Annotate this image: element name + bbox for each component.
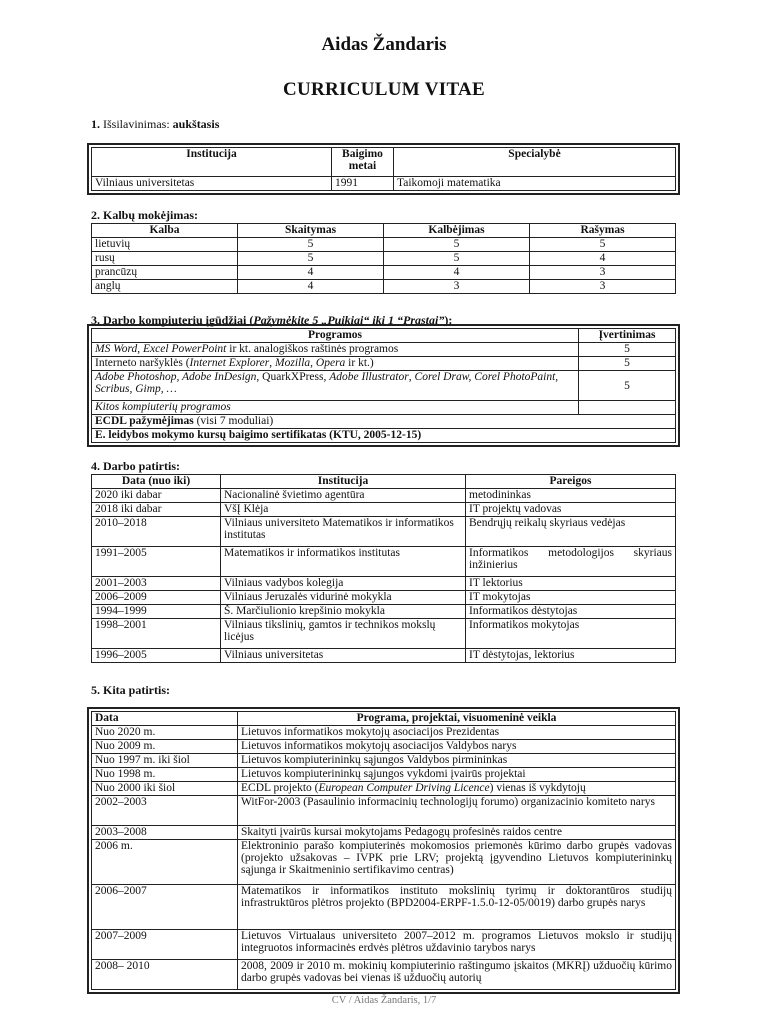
- work-heading: 4. Darbo patirtis:: [91, 459, 180, 473]
- work-row: 2006–2009 Vilniaus Jeruzalės vidurinė mokykla IT mokytojas: [92, 591, 676, 605]
- other-experience-row: Nuo 1998 m. Lietuvos kompiuterininkų sąjungos vykdomi įvairūs projektai: [92, 768, 676, 782]
- ecdl-row: ECDL pažymėjimas (visi 7 moduliai): [92, 415, 676, 429]
- other-experience-row: Nuo 2000 iki šiol ECDL projekto (European Computer Driving Licence) vienas iš vykdytojų: [92, 782, 676, 796]
- education-row: Vilniaus universitetas 1991 Taikomoji matematika: [92, 177, 676, 191]
- computer-skills-table: Programos Įvertinimas MS Word, Excel PowerPoint ir kt. analogiškos raštinės programos 5 Interneto naršyklės (Internet Explorer, Mozilla, Opera ir kt.) 5 Adobe Photoshop, Adobe InDesign, QuarkXPress, Adobe Illustrator, Corel Draw, Corel PhotoPaint, Scribus, Gimp, … 5 Kitos kompiuterių programos ECDL pažymėjimas (visi 7 moduliai) E. leidybos mokymo kursų baigimo sertifikatas (KTU, 2005-12-15): [91, 328, 676, 443]
- work-row: 1996–2005 Vilniaus universitetas IT dėstytojas, lektorius: [92, 649, 676, 663]
- page-footer: CV / Aidas Žandaris, 1/7: [331, 995, 437, 1006]
- other-experience-row: 2002–2003 WitFor-2003 (Pasaulinio informacinių technologijų forumo) organizacinio komiteto narys: [92, 796, 676, 826]
- work-row: 2010–2018 Vilniaus universiteto Matematikos ir informatikos institutas Bendrųjų reikalų skyriaus vedėjas: [92, 517, 676, 547]
- other-experience-row: Nuo 1997 m. iki šiol Lietuvos kompiuterininkų sąjungos Valdybos pirmininkas: [92, 754, 676, 768]
- other-experience-table: Data Programa, projektai, visuomeninė veikla Nuo 2020 m. Lietuvos informatikos mokytojų asociacijos Prezidentas Nuo 2009 m. Lietuvos informatikos mokytojų asociacijos Valdybos narys Nuo 1997 m. iki šiol Lietuvos kompiuterininkų sąjungos Valdybos pirmininkas Nuo 1998 m. Lietuvos kompiuterininkų sąjungos vykdomi įvairūs projektai Nuo 2000 iki šiol ECDL projekto (European Computer Driving Licence) vienas iš vykdytojų 2002–2003 WitFor-2003 (Pasaulinio informacinių technologijų forumo) organizacinio komiteto narys 2003–2008 Skaityti įvairūs kursai mokytojams Pedagogų profesinės raidos centre 2006 m. Elektroninio parašo kompiuterinės mokomosios priemonės kūrimo darbo grupės vadovas (projekto užsakovas – IVPK prie LRV; projektą įgyvendino Lietuvos kompiuterininkų sąjunga ir Skaitmeninio sertifikavimo centras) 2006–2007 Matematikos ir informatikos instituto mokslinių tyrimų ir doktorantūros studijų infrastruktūros plėtros projekto (BPD2004-ERPF-1.5.0-12-05/0019) darbo grupės narys 2007–2009 Lietuvos Virtualaus universiteto 2007–2012 m. programos Lietuvos mokslo ir studijų integruotos informacinės erdvės plėtros uždavinio tarybos narys 2008– 2010 2008, 2009 ir 2010 m. mokinių kompiuterinio raštingumo įskaitos (MKRĮ) užduočių kūrimo darbo grupės vadovas bei vienas iš užduočių autorių: [91, 711, 676, 990]
- languages-table: Kalba Skaitymas Kalbėjimas Rašymas lietuvių 5 5 5 rusų 5 5 4 prancūzų 4 4 3 anglų 4 3 3: [91, 223, 676, 294]
- other-experience-row: 2007–2009 Lietuvos Virtualaus universiteto 2007–2012 m. programos Lietuvos mokslo ir studijų integruotos informacinės erdvės plėtros uždavinio tarybos narys: [92, 930, 676, 960]
- language-row: prancūzų 4 4 3: [92, 266, 676, 280]
- language-row: rusų 5 5 4: [92, 252, 676, 266]
- work-row: 2020 iki dabar Nacionalinė švietimo agentūra metodininkas: [92, 489, 676, 503]
- languages-rows: [92, 238, 676, 294]
- education-table: Institucija Baigimo metai Specialybė Vilniaus universitetas 1991 Taikomoji matematika: [91, 147, 676, 191]
- skill-row: Kitos kompiuterių programos: [92, 401, 676, 415]
- work-row: 1998–2001 Vilniaus tikslinių, gamtos ir technikos mokslų licėjus Informatikos mokytojas: [92, 619, 676, 649]
- skill-row: Adobe Photoshop, Adobe InDesign, QuarkXPress, Adobe Illustrator, Corel Draw, Corel PhotoPaint, Scribus, Gimp, … 5: [92, 371, 676, 401]
- other-experience-row: 2006 m. Elektroninio parašo kompiuterinės mokomosios priemonės kūrimo darbo grupės vadovas (projekto užsakovas – IVPK prie LRV; projektą įgyvendino Lietuvos kompiuterininkų sąjunga ir Skaitmeninio sertifikavimo centras): [92, 840, 676, 885]
- certificate-row: E. leidybos mokymo kursų baigimo sertifikatas (KTU, 2005-12-15): [92, 429, 676, 443]
- document-title: CURRICULUM VITAE: [282, 79, 486, 100]
- skill-row: Interneto naršyklės (Internet Explorer, Mozilla, Opera ir kt.) 5: [92, 357, 676, 371]
- education-heading: 1. Išsilavinimas: aukštasis: [91, 117, 220, 131]
- person-name: Aidas Žandaris: [321, 34, 447, 55]
- education-rows: [92, 177, 676, 191]
- other-experience-rows: [92, 726, 676, 990]
- work-row: 1991–2005 Matematikos ir informatikos institutas Informatikos metodologijos skyriaus inžinierius: [92, 547, 676, 577]
- other-experience-row: Nuo 2020 m. Lietuvos informatikos mokytojų asociacijos Prezidentas: [92, 726, 676, 740]
- skill-row: MS Word, Excel PowerPoint ir kt. analogiškos raštinės programos 5: [92, 343, 676, 357]
- work-row: 2018 iki dabar VšĮ Klėja IT projektų vadovas: [92, 503, 676, 517]
- language-row: lietuvių 5 5 5: [92, 238, 676, 252]
- other-experience-row: 2003–2008 Skaityti įvairūs kursai mokytojams Pedagogų profesinės raidos centre: [92, 826, 676, 840]
- other-experience-row: 2006–2007 Matematikos ir informatikos instituto mokslinių tyrimų ir doktorantūros studijų infrastruktūros plėtros projekto (BPD2004-ERPF-1.5.0-12-05/0019) darbo grupės narys: [92, 885, 676, 930]
- work-table: Data (nuo iki) Institucija Pareigos 2020 iki dabar Nacionalinė švietimo agentūra metodininkas 2018 iki dabar VšĮ Klėja IT projektų vadovas 2010–2018 Vilniaus universiteto Matematikos ir informatikos institutas Bendrųjų reikalų skyriaus vedėjas 1991–2005 Matematikos ir informatikos institutas Informatikos metodologijos skyriaus inžinierius 2001–2003 Vilniaus vadybos kolegija IT lektorius 2006–2009 Vilniaus Jeruzalės vidurinė mokykla IT mokytojas 1994–1999 Š. Marčiulionio krepšinio mokykla Informatikos dėstytojas 1998–2001 Vilniaus tikslinių, gamtos ir technikos mokslų licėjus Informatikos mokytojas 1996–2005 Vilniaus universitetas IT dėstytojas, lektorius: [91, 474, 676, 663]
- other-experience-row: 2008– 2010 2008, 2009 ir 2010 m. mokinių kompiuterinio raštingumo įskaitos (MKRĮ) užduočių kūrimo darbo grupės vadovas bei vienas iš užduočių autorių: [92, 960, 676, 990]
- work-row: 1994–1999 Š. Marčiulionio krepšinio mokykla Informatikos dėstytojas: [92, 605, 676, 619]
- computer-heading: 3. Darbo kompiuteriu įgūdžiai (Pažymėkite 5 „Puikiai“ iki 1 “Prastai”):: [91, 313, 453, 327]
- work-rows: [92, 489, 676, 663]
- languages-heading: 2. Kalbų mokėjimas:: [91, 208, 199, 222]
- other-experience-row: Nuo 2009 m. Lietuvos informatikos mokytojų asociacijos Valdybos narys: [92, 740, 676, 754]
- language-row: anglų 4 3 3: [92, 280, 676, 294]
- other-experience-heading: 5. Kita patirtis:: [91, 683, 170, 697]
- work-row: 2001–2003 Vilniaus vadybos kolegija IT lektorius: [92, 577, 676, 591]
